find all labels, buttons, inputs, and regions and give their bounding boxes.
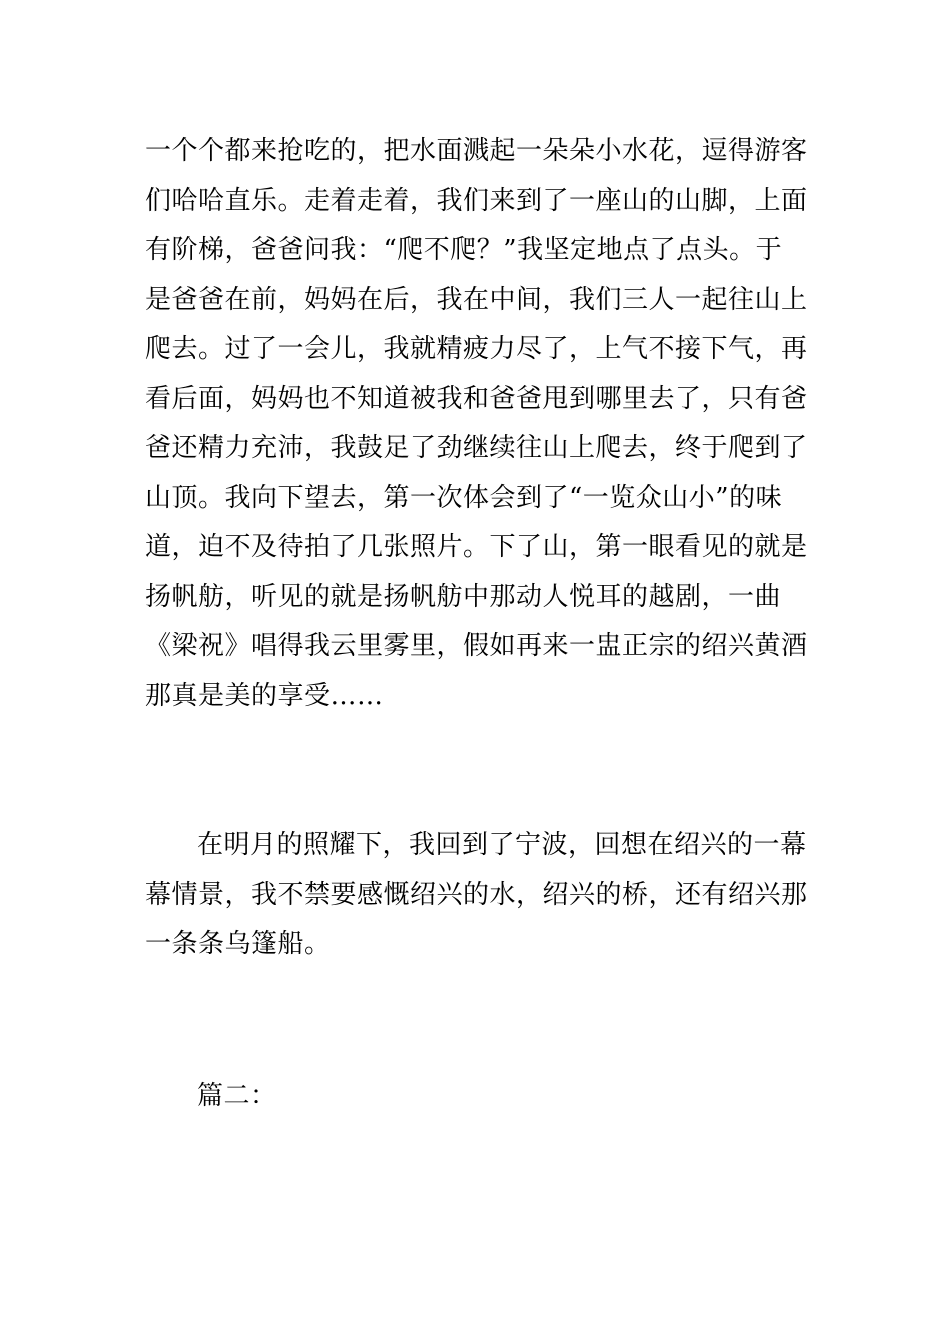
section-heading — [145, 1072, 810, 1122]
section-heading-text: 篇二： — [197, 1081, 277, 1111]
paragraph-line: 一条条乌篷船。 — [145, 929, 331, 959]
paragraph-line: 在明月的照耀下，我回到了宁波，回想在绍兴的一幕 — [197, 830, 807, 860]
paragraph-line: 扬帆舫，听见的就是扬帆舫中那动人悦耳的越剧，一曲 — [145, 581, 782, 612]
paragraph-1 — [145, 127, 810, 721]
paragraph-line: 幕情景，我不禁要感慨绍兴的水，绍兴的桥，还有绍兴那 — [145, 879, 808, 910]
paragraph-line: 是爸爸在前，妈妈在后，我在中间，我们三人一起往山上 — [145, 284, 808, 315]
paragraph-line: 有阶梯，爸爸问我：“爬不爬？”我坚定地点了点头。于 — [145, 235, 783, 265]
paragraph-line: 一个个都来抢吃的，把水面溅起一朵朵小水花，逗得游客 — [145, 136, 808, 166]
paragraph-line: 道，迫不及待拍了几张照片。下了山，第一眼看见的就是 — [145, 532, 808, 562]
paragraph-line: 爬去。过了一会儿，我就精疲力尽了，上气不接下气，再 — [145, 334, 808, 364]
paragraph-line: 看后面，妈妈也不知道被我和爸爸甩到哪里去了，只有爸 — [145, 383, 808, 414]
paragraph-line: 爸还精力充沛，我鼓足了劲继续往山上爬去，终于爬到了 — [145, 433, 808, 463]
paragraph-2 — [145, 821, 810, 970]
paragraph-line: 们哈哈直乐。走着走着，我们来到了一座山的山脚，上面 — [145, 185, 808, 216]
paragraph-line: 山顶。我向下望去，第一次体会到了“一览众山小”的味 — [145, 482, 783, 513]
paragraph-line: 《梁祝》唱得我云里雾里，假如再来一盅正宗的绍兴黄酒 — [145, 631, 808, 661]
paragraph-line: 那真是美的享受…… — [145, 680, 384, 711]
